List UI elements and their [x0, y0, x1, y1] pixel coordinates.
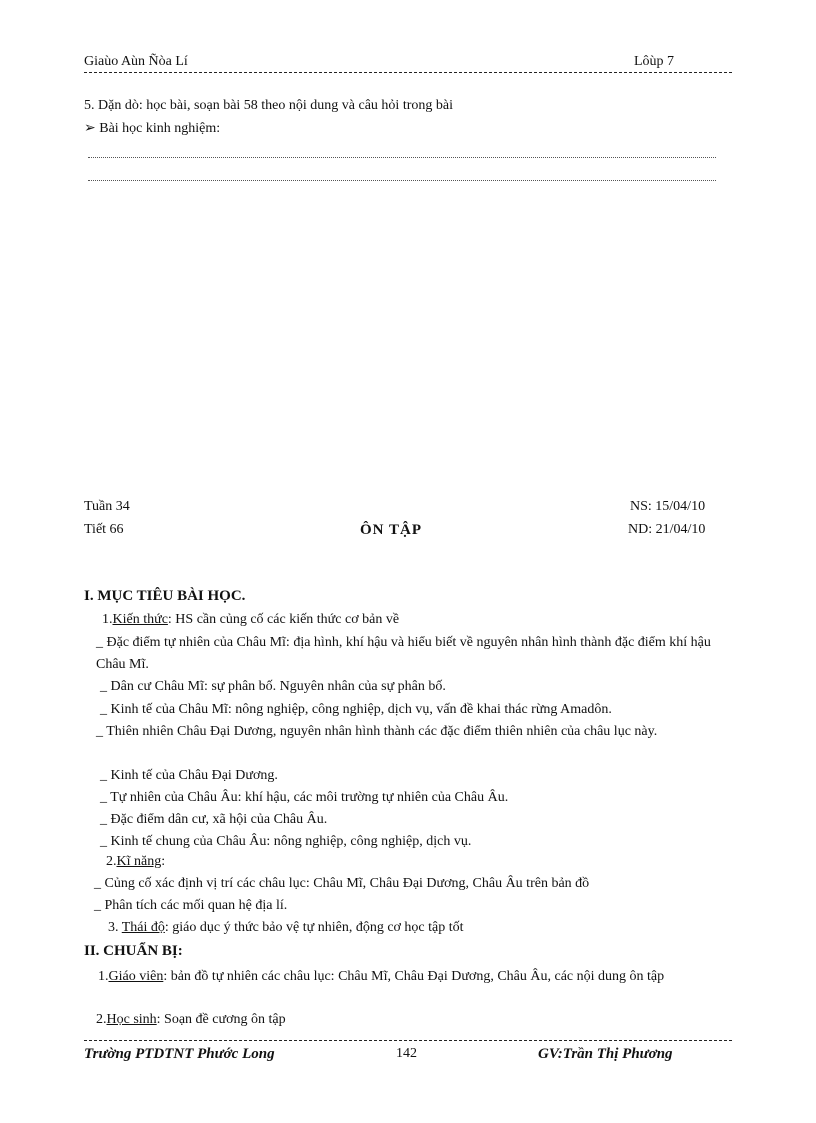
dotted-line-1	[88, 157, 716, 158]
knowledge-item-8: _ Kinh tế chung của Châu Âu: nông nghiệp, công nghiệp, dịch vụ.	[100, 834, 472, 849]
skills-num: 2.	[106, 854, 117, 869]
nd-date: ND: 21/04/10	[628, 522, 706, 537]
teacher-text: : bản đồ tự nhiên các châu lục: Châu Mĩ, Châu Đại Dương, Châu Âu, các nội dung ôn tập	[163, 969, 665, 984]
student-text: : Soạn đề cương ôn tập	[156, 1012, 286, 1027]
skills-item-2: _ Phân tích các mối quan hệ địa lí.	[94, 898, 288, 913]
skills-item-1: _ Củng cố xác định vị trí các châu lục: Châu Mĩ, Châu Đại Dương, Châu Âu trên bản đồ	[94, 876, 590, 891]
ns-date: NS: 15/04/10	[630, 499, 706, 514]
dotted-line-2	[88, 180, 716, 181]
student-prep	[96, 1012, 286, 1028]
knowledge-line	[102, 612, 399, 628]
header-rule	[84, 72, 732, 73]
skills-colon: :	[161, 854, 166, 869]
student-num: 2.	[96, 1012, 107, 1027]
section2-heading: II. CHUẨN BỊ:	[84, 943, 183, 959]
knowledge-item-6: _ Tự nhiên của Châu Âu: khí hậu, các môi trường tự nhiên của Châu Âu.	[100, 790, 509, 805]
teacher-label: Giáo viên	[108, 969, 164, 984]
page-number: 142	[396, 1046, 417, 1061]
attitude-num: 3.	[108, 920, 122, 935]
footer-teacher: GV:Trần Thị Phương	[538, 1046, 673, 1062]
period-label: Tiết 66	[84, 522, 124, 537]
header-right: Lôùp 7	[634, 54, 675, 69]
lesson-title: ÔN TẬP	[360, 522, 422, 538]
skills-line	[106, 854, 165, 870]
student-label: Học sinh	[106, 1012, 157, 1027]
teacher-num: 1.	[98, 969, 109, 984]
teacher-prep	[84, 966, 734, 988]
knowledge-item-5: _ Kinh tế của Châu Đại Dương.	[100, 768, 278, 783]
footer-rule	[84, 1040, 732, 1041]
attitude-text: : giáo dục ý thức bảo vệ tự nhiên, động cơ học tập tốt	[164, 920, 464, 935]
attitude-label: Thái độ	[121, 920, 165, 935]
footer-school: Trường PTDTNT Phước Long	[84, 1046, 275, 1062]
homework-item: 5. Dặn dò: học bài, soạn bài 58 theo nội dung và câu hỏi trong bài	[84, 98, 453, 113]
skills-label: Kĩ năng	[116, 854, 162, 869]
section1-heading: I. MỤC TIÊU BÀI HỌC.	[84, 588, 246, 604]
knowledge-num: 1.	[102, 612, 113, 627]
knowledge-item-4: _ Thiên nhiên Châu Đại Dương, nguyên nhân hình thành các đặc điểm thiên nhiên của châu lục này.	[96, 724, 658, 739]
knowledge-item-1: _ Đặc điểm tự nhiên của Châu Mĩ: địa hình, khí hậu và hiểu biết về nguyên nhân hình thành đặc điểm khí hậu Châu Mĩ.	[96, 635, 711, 672]
header-left: Giaùo Aùn Ñòa Lí	[84, 54, 188, 69]
week-label: Tuần 34	[84, 499, 130, 514]
knowledge-label: Kiến thức	[112, 612, 168, 627]
knowledge-text: : HS cần củng cố các kiến thức cơ bản về	[167, 612, 400, 627]
knowledge-item-2: _ Dân cư Châu Mĩ: sự phân bố. Nguyên nhân của sự phân bố.	[100, 679, 446, 694]
experience-label: ➢ Bài học kinh nghiệm:	[84, 121, 221, 136]
knowledge-item-7: _ Đặc điểm dân cư, xã hội của Châu Âu.	[100, 812, 328, 827]
knowledge-item-3: _ Kinh tế của Châu Mĩ: nông nghiệp, công nghiệp, dịch vụ, vấn đề khai thác rừng Amadôn.	[100, 702, 612, 717]
attitude-line	[108, 920, 464, 936]
